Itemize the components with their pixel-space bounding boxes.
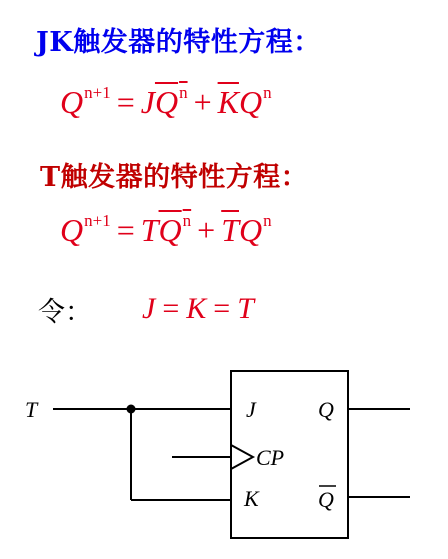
eq-term1-j: J xyxy=(140,84,155,120)
t-input-label: T xyxy=(25,397,38,422)
eq-lhs-q: Q xyxy=(60,84,84,120)
cond-eq1: = xyxy=(162,292,180,325)
teq-term1-t: T xyxy=(140,212,159,248)
clock-triangle-icon xyxy=(231,445,253,469)
teq-term2-q: Q xyxy=(239,212,263,248)
eq-lhs-sup: n+1 xyxy=(84,83,111,102)
eq-term2-q: Q xyxy=(238,84,263,120)
t-heading: T触发器的特性方程： xyxy=(40,162,309,193)
pin-cp-label: CP xyxy=(256,445,285,470)
eq-term1-sup: n xyxy=(179,83,188,102)
teq-term1-q: Q xyxy=(158,212,182,248)
pin-k-label: K xyxy=(244,486,259,511)
cond-eq2: = xyxy=(213,292,231,325)
teq-term1-sup: n xyxy=(182,211,192,230)
eq-equals: = xyxy=(116,84,135,120)
eq-term1-q: Q xyxy=(154,84,179,120)
eq-plus: + xyxy=(193,84,212,120)
jk-heading: JK触发器的特性方程： xyxy=(36,27,321,58)
eq-term2-kbar: $\overline{K}$ xyxy=(217,84,239,120)
teq-term2-sup: n xyxy=(263,211,272,230)
teq-plus: + xyxy=(197,212,216,248)
cond-j: J xyxy=(142,292,156,325)
teq-equals: = xyxy=(116,212,135,248)
cond-t: T xyxy=(237,292,254,325)
pin-j-label: J xyxy=(246,397,256,422)
condition-prefix: 令： xyxy=(38,297,92,328)
output-q-label: Q xyxy=(318,397,334,422)
cond-k: K xyxy=(186,292,207,325)
teq-lhs-q: Q xyxy=(60,212,84,248)
teq-lhs-sup: n+1 xyxy=(84,211,111,230)
teq-term2-tbar: $\overline{T}$ xyxy=(221,212,239,248)
output-qbar-label: Q xyxy=(318,487,334,512)
eq-term2-sup: n xyxy=(263,83,272,102)
